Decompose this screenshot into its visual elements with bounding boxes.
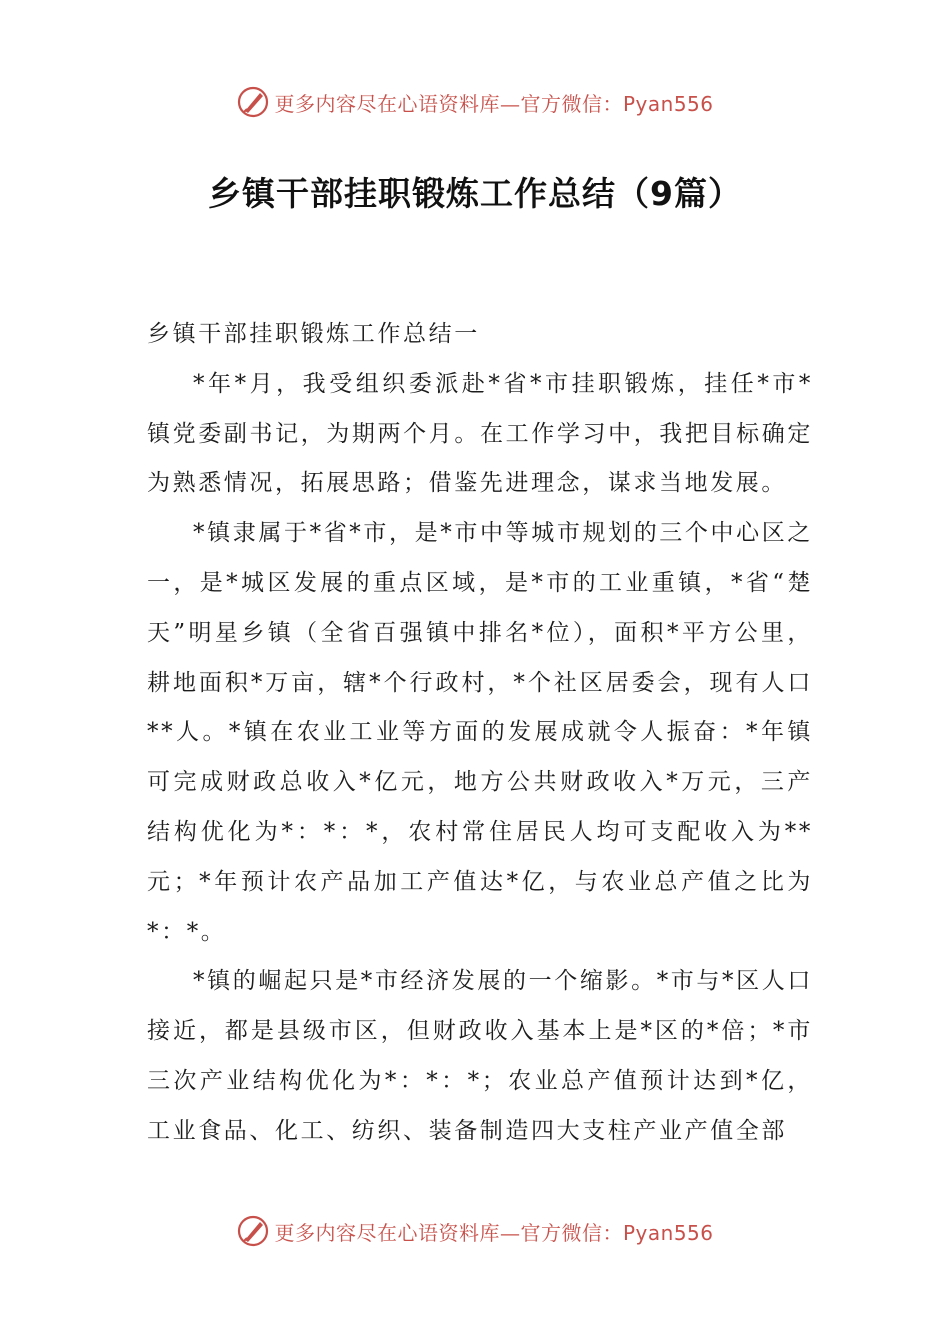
body-paragraph: *年*月，我受组织委派赴*省*市挂职锻炼，挂任*市*镇党委副书记，为期两个月。在工作学习中，我把目标确定为熟悉情况，拓展思路；借鉴先进理念，谋求当地发展。 xyxy=(147,370,813,497)
quill-logo-icon xyxy=(236,1214,270,1248)
document-body xyxy=(147,310,813,1157)
section-heading: 乡镇干部挂职锻炼工作总结一 xyxy=(147,321,480,347)
body-paragraph: *镇隶属于*省*市，是*市中等城市规划的三个中心区之一，是*城区发展的重点区域，是*市的工业重镇，*省“楚天”明星乡镇（全省百强镇中排名*位），面积*平方公里，耕地面积*万亩，辖*个行政村，*个社区居委会，现有人口**人。*镇在农业工业等方面的发展成就令人振奋：*年镇可完成财政总收入*亿元，地方公共财政收入*万元，三产结构优化为*：*：*，农村常住居民人均可支配收入为**元；*年预计农产品加工产值达*亿，与农业总产值之比为*：*。 xyxy=(147,520,813,945)
document-title: 乡镇干部挂职锻炼工作总结（9篇） xyxy=(208,174,742,213)
watermark-text: 更多内容尽在心语资料库—官方微信：Pyan556 xyxy=(274,1220,714,1245)
watermark-banner-top xyxy=(0,82,950,122)
watermark-banner-bottom xyxy=(0,1211,950,1251)
quill-logo-icon xyxy=(236,85,270,119)
watermark-text: 更多内容尽在心语资料库—官方微信：Pyan556 xyxy=(274,91,714,116)
body-paragraph: *镇的崛起只是*市经济发展的一个缩影。*市与*区人口接近，都是县级市区，但财政收入基本上是*区的*倍；*市三次产业结构优化为*：*：*；农业总产值预计达到*亿，工业食品、化工、纺织、装备制造四大支柱产业产值全部 xyxy=(147,968,813,1144)
